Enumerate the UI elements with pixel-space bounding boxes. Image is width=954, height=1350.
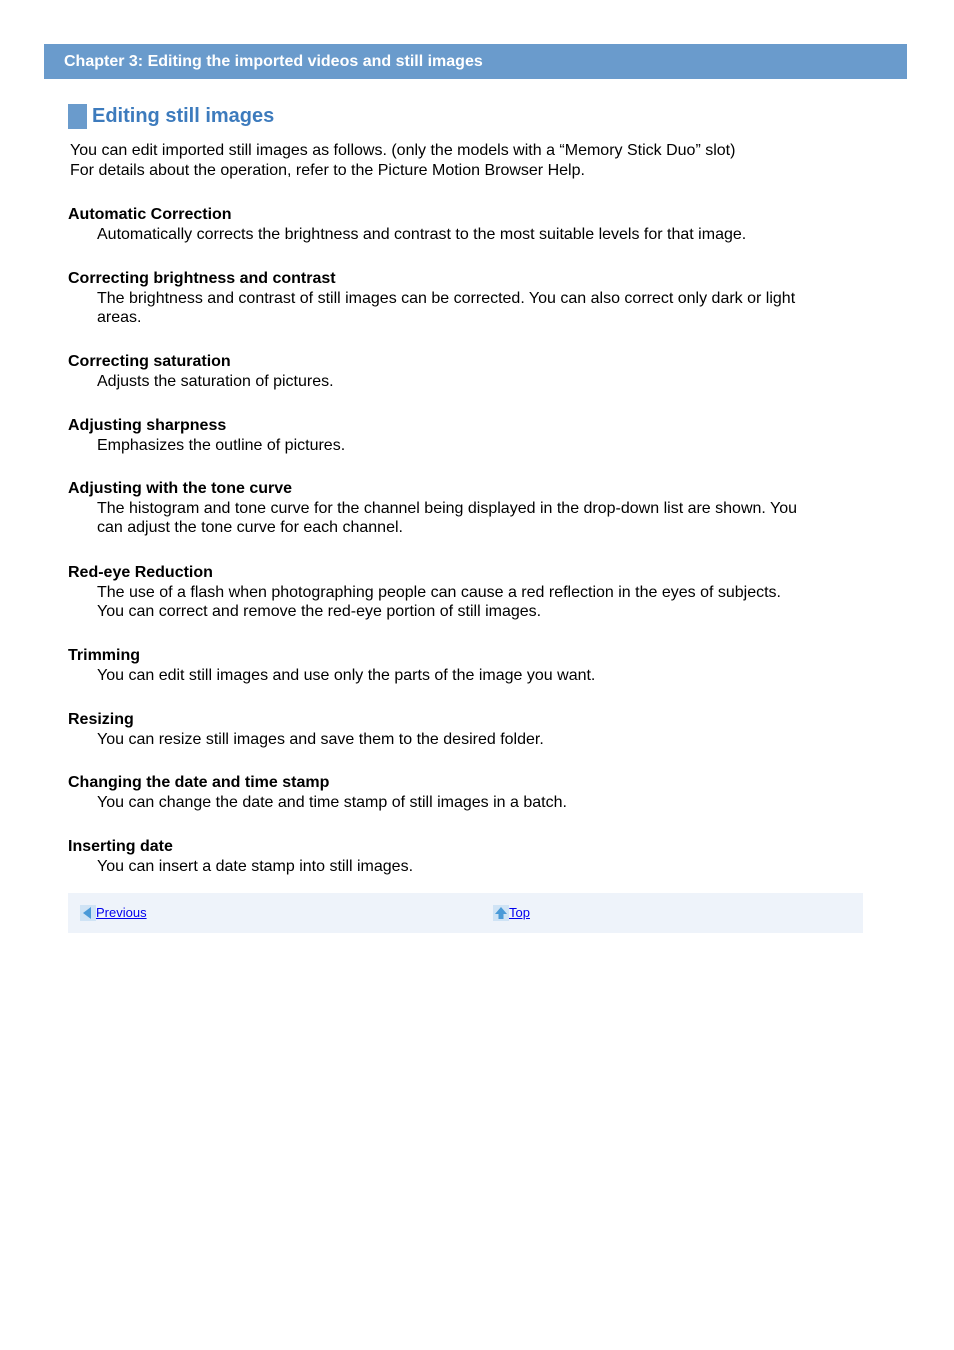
page-nav-bar [68, 893, 863, 933]
feature-item-date-time-stamp [68, 773, 888, 812]
feature-term: Adjusting with the tone curve [68, 480, 293, 497]
arrow-left-icon [80, 905, 96, 921]
section-heading [68, 103, 274, 129]
feature-term: Correcting brightness and contrast [68, 270, 336, 287]
feature-item-automatic-correction [68, 205, 888, 244]
page-title: Editing still images [92, 105, 275, 127]
feature-item-resizing [68, 710, 888, 749]
feature-term: Inserting date [68, 838, 173, 855]
previous-label: Previous [96, 905, 147, 920]
feature-desc: Automatically corrects the brightness and contrast to the most suitable levels for that image. [97, 225, 747, 243]
feature-desc: You can edit still images and use only the parts of the image you want. [97, 666, 596, 684]
feature-desc: You can correct and remove the red-eye portion of still images. [97, 603, 542, 620]
arrow-up-icon [493, 905, 509, 921]
feature-term: Correcting saturation [68, 353, 231, 370]
feature-desc: can adjust the tone curve for each channel. [97, 519, 403, 536]
feature-item-inserting-date [68, 837, 888, 876]
top-link[interactable] [493, 905, 530, 921]
feature-desc: Adjusts the saturation of pictures. [97, 372, 334, 390]
feature-desc: The use of a flash when photographing people can cause a red reflection in the eyes of subjects. [97, 583, 781, 601]
section-marker-block [68, 104, 87, 129]
feature-item-red-eye [68, 563, 888, 622]
intro-line: For details about the operation, refer to the Picture Motion Browser Help. [70, 161, 585, 179]
feature-desc: You can insert a date stamp into still images. [97, 857, 414, 875]
chapter-header-bar [44, 44, 907, 79]
feature-term: Changing the date and time stamp [68, 774, 330, 791]
feature-item-saturation [68, 352, 888, 391]
feature-desc: areas. [97, 309, 142, 326]
feature-item-brightness-contrast [68, 269, 888, 328]
feature-term: Automatic Correction [68, 206, 232, 223]
previous-link[interactable] [80, 905, 147, 921]
top-label: Top [509, 905, 530, 920]
feature-item-tone-curve [68, 479, 888, 538]
feature-term: Red-eye Reduction [68, 564, 213, 581]
feature-desc: The brightness and contrast of still images can be corrected. You can also correct only dark or light [97, 289, 796, 307]
feature-term: Adjusting sharpness [68, 417, 227, 434]
feature-desc: You can resize still images and save them to the desired folder. [97, 730, 544, 748]
feature-desc: You can change the date and time stamp of still images in a batch. [97, 793, 567, 811]
feature-term: Trimming [68, 647, 141, 664]
feature-item-sharpness [68, 416, 888, 455]
chapter-title: Chapter 3: Editing the imported videos and still images [64, 52, 483, 70]
feature-desc: The histogram and tone curve for the channel being displayed in the drop-down list are shown. You [97, 499, 797, 517]
feature-term: Resizing [68, 711, 134, 728]
feature-desc: Emphasizes the outline of pictures. [97, 436, 346, 454]
feature-item-trimming [68, 646, 888, 685]
intro-line: You can edit imported still images as follows. (only the models with a “Memory Stick Duo” slot) [70, 142, 736, 159]
intro-text [70, 141, 890, 180]
